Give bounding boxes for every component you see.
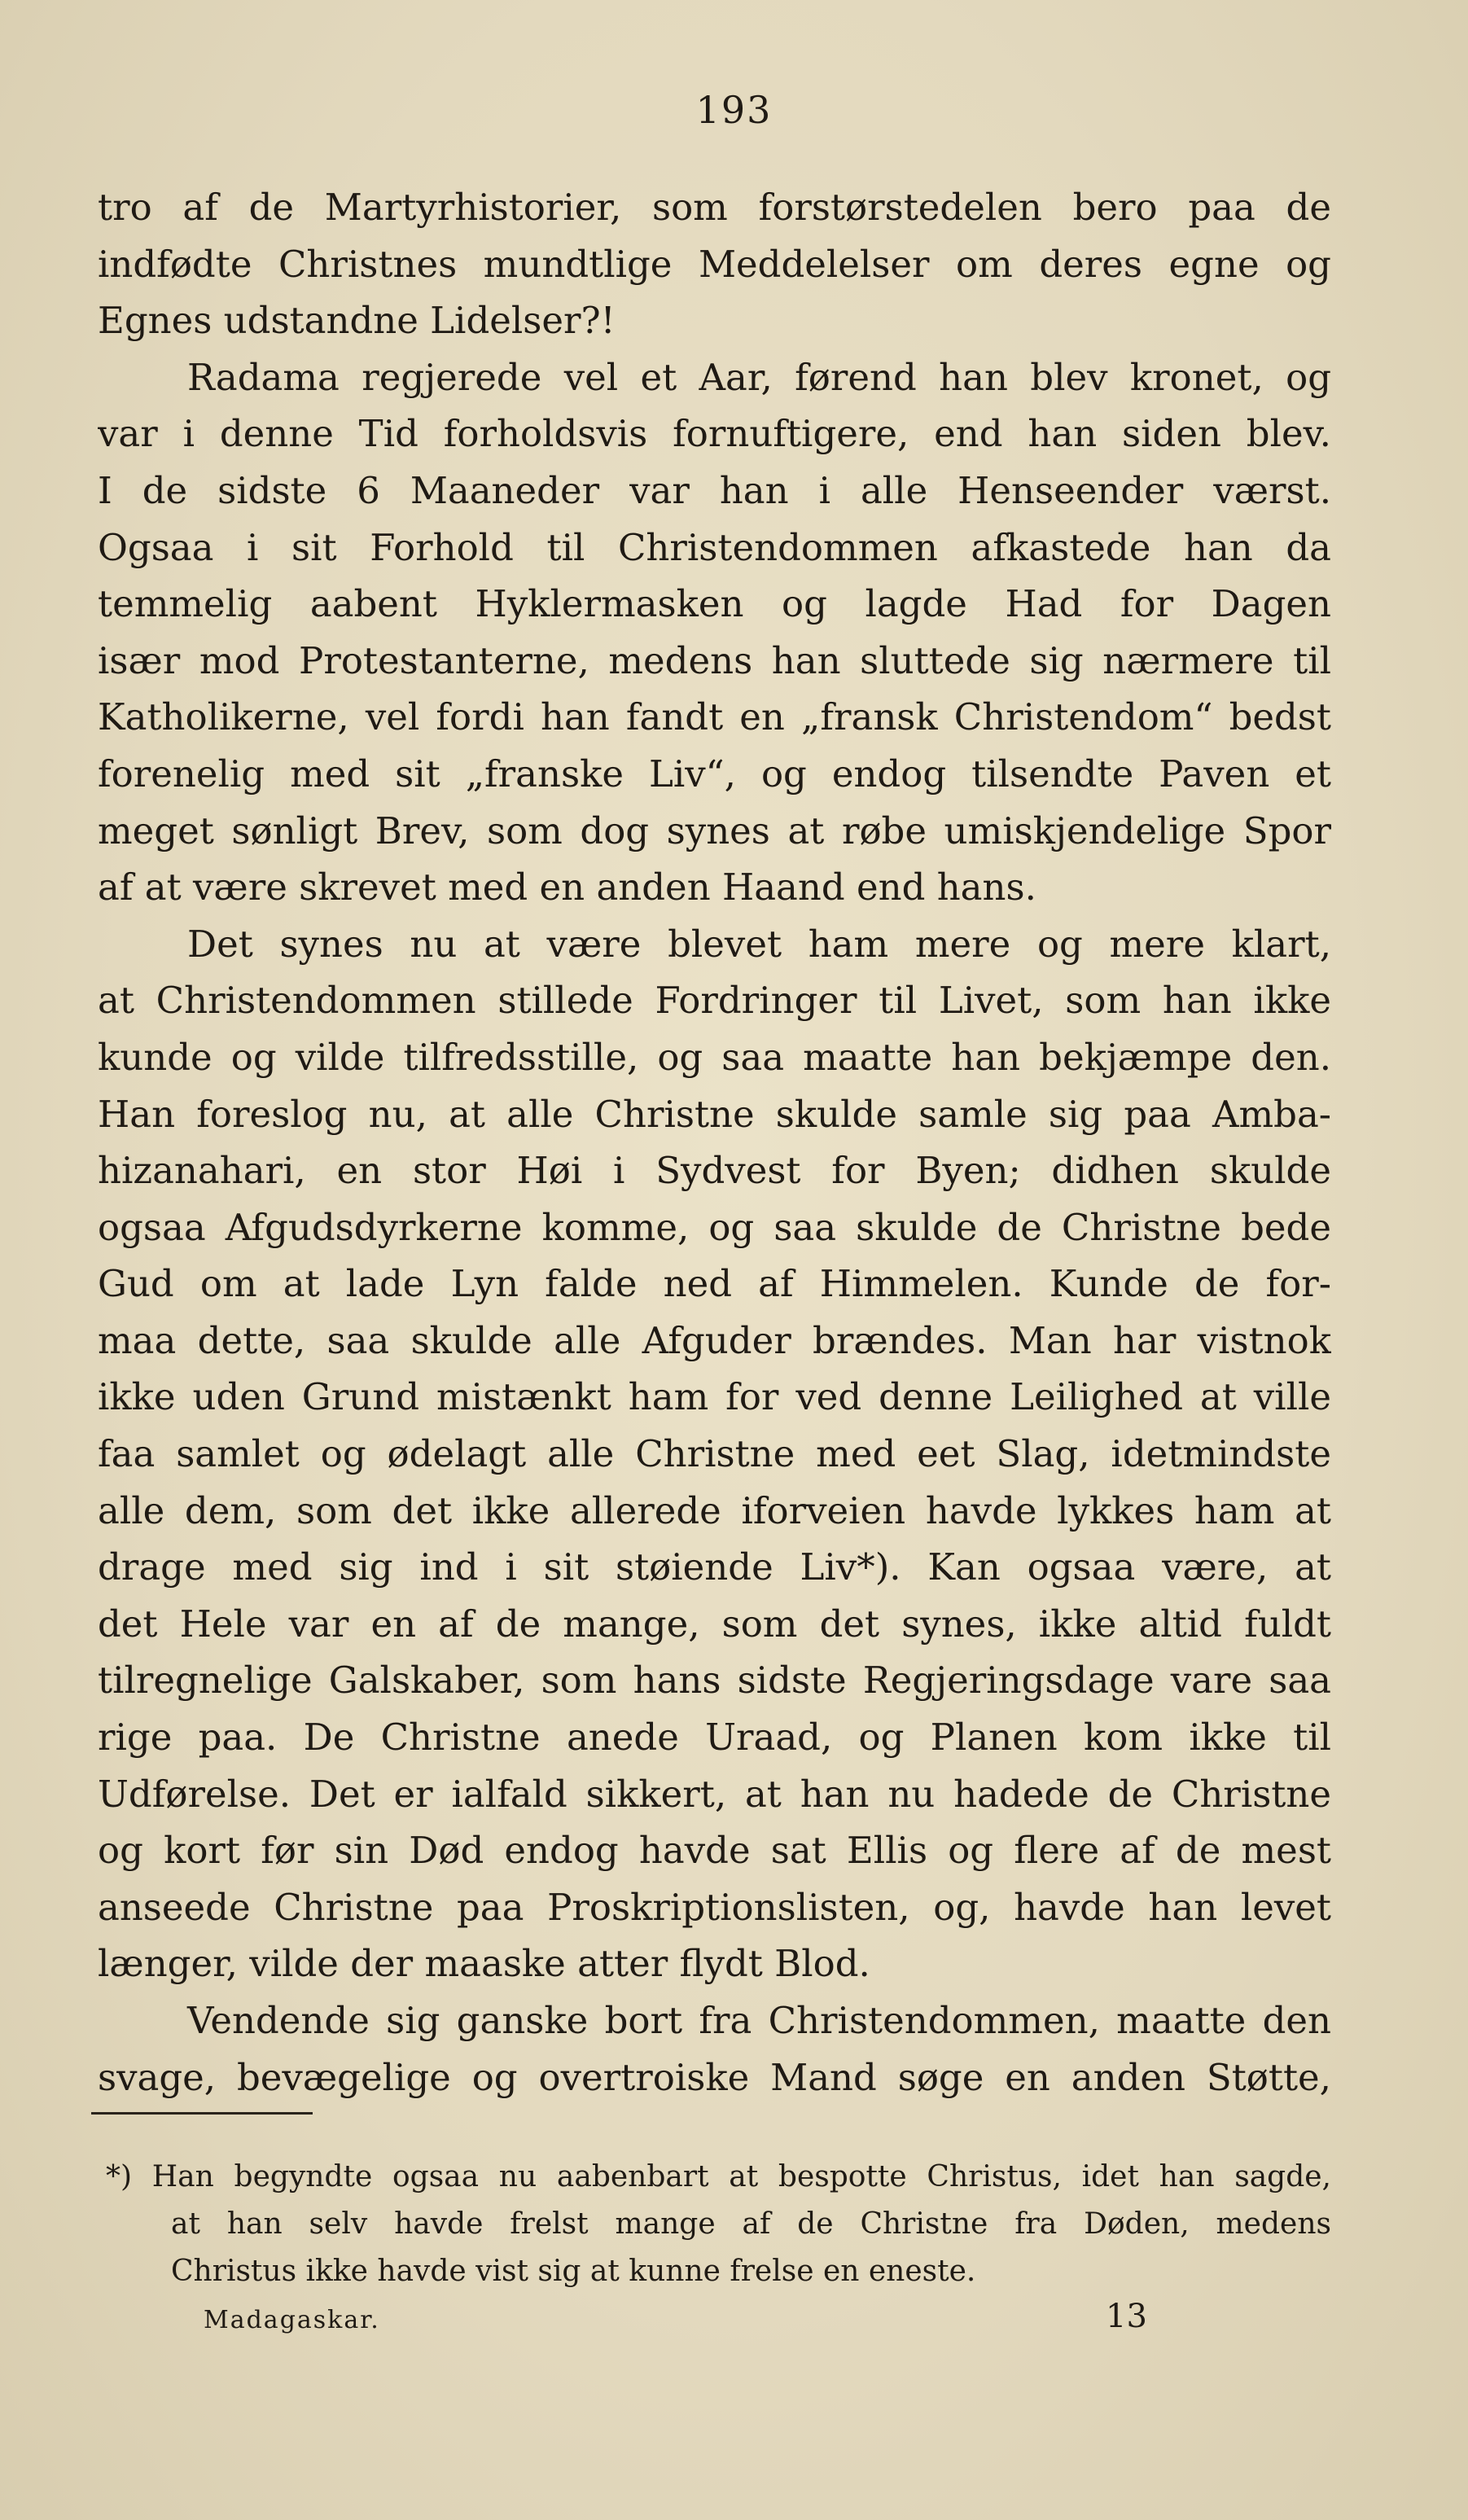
text-line: forenelig med sit „franske Liv“, og endog tilsendte Paven et xyxy=(98,752,1331,795)
text-line: Udførelse. Det er ialfald sikkert, at han nu hadede de Christne xyxy=(98,1772,1331,1816)
page-number: 193 xyxy=(695,88,773,132)
text-line: ogsaa Afgudsdyrkerne komme, og saa skulde de Christne bede xyxy=(98,1205,1331,1249)
text-line: indfødte Christnes mundtlige Meddelelser om deres egne og xyxy=(98,242,1331,286)
text-line: var i denne Tid forholdsvis fornuftigere, end han siden blev. xyxy=(98,412,1331,456)
text-line: anseede Christne paa Proskriptionslisten, og, havde han levet xyxy=(98,1885,1331,1929)
text-line: meget sønligt Brev, som dog synes at røbe umiskjendelige Spor xyxy=(98,809,1331,852)
text-line: drage med sig ind i sit støiende Liv*). Kan ogsaa være, at xyxy=(98,1545,1331,1589)
text-line: Gud om at lade Lyn falde ned af Himmelen. Kunde de for- xyxy=(98,1262,1331,1306)
text-line: temmelig aabent Hyklermasken og lagde Had for Dagen xyxy=(98,582,1331,626)
text-line: længer, vilde der maaske atter flydt Blod. xyxy=(98,1942,870,1986)
body-text xyxy=(98,179,1331,2106)
text-line: I de sidste 6 Maaneder var han i alle Henseender værst. xyxy=(98,468,1331,512)
text-line: svage, bevægelige og overtroiske Mand søge en anden Støtte, xyxy=(98,2055,1331,2099)
text-line: Vendende sig ganske bort fra Christendommen, maatte den xyxy=(187,1999,1331,2042)
footnote-line: *) Han begyndte ogsaa nu aabenbart at bespotte Christus, idet han sagde, xyxy=(106,2160,1331,2193)
text-line: alle dem, som det ikke allerede iforveien havde lykkes ham at xyxy=(98,1488,1331,1532)
text-line: ikke uden Grund mistænkt ham for ved denne Leilighed at ville xyxy=(98,1375,1331,1419)
text-line: kunde og vilde tilfredsstille, og saa maatte han bekjæmpe den. xyxy=(98,1035,1331,1079)
footnote xyxy=(98,2154,1331,2295)
text-line: og kort før sin Død endog havde sat Ellis og flere af de mest xyxy=(98,1829,1331,1873)
sheet-number: 13 xyxy=(1106,2298,1147,2335)
text-line: Katholikerne, vel fordi han fandt en „fransk Christendom“ bedst xyxy=(98,695,1331,739)
signature-mark: Madagaskar. xyxy=(204,2306,380,2334)
text-line: især mod Protestanterne, medens han sluttede sig nærmere til xyxy=(98,638,1331,682)
footnote-divider xyxy=(91,2112,313,2115)
text-line: Radama regjerede vel et Aar, førend han blev kronet, og xyxy=(187,355,1331,399)
text-line: maa dette, saa skulde alle Afguder brændes. Man har vistnok xyxy=(98,1318,1331,1362)
text-line: Egnes udstandne Lidelser?! xyxy=(98,299,616,343)
text-line: Han foreslog nu, at alle Christne skulde samle sig paa Amba- xyxy=(98,1092,1331,1136)
footnote-line: at han selv havde frelst mange af de Christne fra Døden, medens xyxy=(171,2207,1331,2241)
text-line: Ogsaa i sit Forhold til Christendommen afkastede han da xyxy=(98,525,1331,569)
text-line: Det synes nu at være blevet ham mere og mere klart, xyxy=(187,922,1331,966)
text-line: hizanahari, en stor Høi i Sydvest for Byen; didhen skulde xyxy=(98,1149,1331,1193)
footnote-line: Christus ikke havde vist sig at kunne frelse en eneste. xyxy=(171,2255,976,2288)
text-line: tro af de Martyrhistorier, som forstørstedelen bero paa de xyxy=(98,186,1331,229)
text-line: det Hele var en af de mange, som det synes, ikke altid fuldt xyxy=(98,1602,1331,1646)
text-line: at Christendommen stillede Fordringer til Livet, som han ikke xyxy=(98,979,1331,1023)
text-line: tilregnelige Galskaber, som hans sidste Regjeringsdage vare saa xyxy=(98,1659,1331,1703)
text-line: faa samlet og ødelagt alle Christne med eet Slag, idetmindste xyxy=(98,1432,1331,1476)
text-line: af at være skrevet med en anden Haand end hans. xyxy=(98,866,1036,909)
text-line: rige paa. De Christne anede Uraad, og Planen kom ikke til xyxy=(98,1716,1331,1760)
